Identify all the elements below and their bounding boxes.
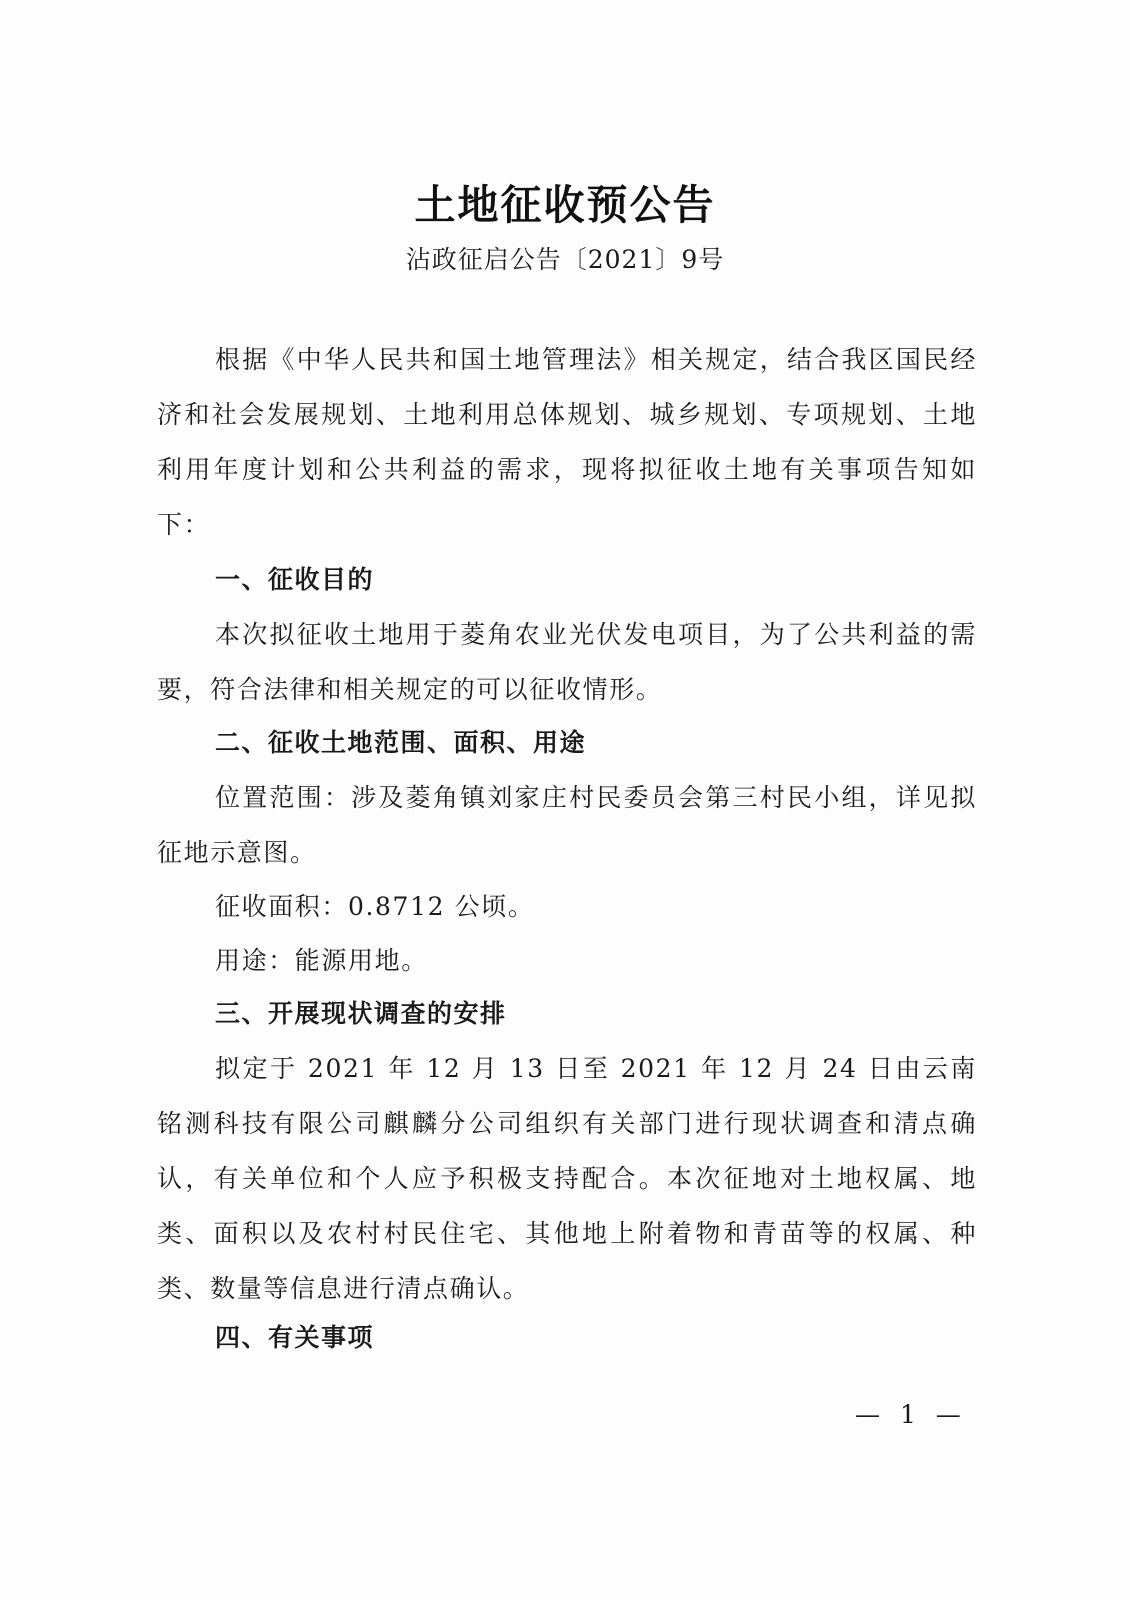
section3-text: 拟定于 2021 年 12 月 13 日至 2021 年 12 月 24 日由云南铭测科技有限公司麒麟分公司组织有关部门进行现状调查和清点确认，有关单位和个人应予积极支持配合。本次征地对土地权属、地类、面积以及农村村民住宅、其他地上附着物和青苗等的权属、种类、数量等信息进行清点确认。: [157, 1054, 977, 1303]
document-number: 沾政征启公告〔2021〕9号: [405, 245, 725, 274]
section2-area: 征收面积：0.8712 公顷。: [215, 892, 535, 921]
intro-paragraph: [157, 332, 977, 552]
document-title: 土地征收预公告: [414, 181, 716, 229]
section2-location: 位置范围：涉及菱角镇刘家庄村民委员会第三村民小组，详见拟征地示意图。: [157, 783, 977, 867]
intro-text: 根据《中华人民共和国土地管理法》相关规定，结合我区国民经济和社会发展规划、土地利用总体规划、城乡规划、专项规划、土地利用年度计划和公共利益的需求，现将拟征收土地有关事项告知如下：: [157, 345, 977, 539]
section1-heading: 一、征收目的: [215, 565, 375, 594]
page-number: — 1 —: [855, 1400, 967, 1429]
section1-paragraph: [157, 607, 977, 717]
section3-paragraph: [157, 1041, 977, 1316]
section1-text: 本次拟征收土地用于菱角农业光伏发电项目，为了公共利益的需要，符合法律和相关规定的可以征收情形。: [157, 620, 977, 704]
section3-heading: 三、开展现状调查的安排: [215, 999, 507, 1028]
section2-usage: 用途：能源用地。: [215, 946, 428, 975]
section2-heading: 二、征收土地范围、面积、用途: [215, 728, 587, 757]
section4-heading: 四、有关事项: [215, 1323, 375, 1352]
section2-location-paragraph: [157, 770, 977, 880]
